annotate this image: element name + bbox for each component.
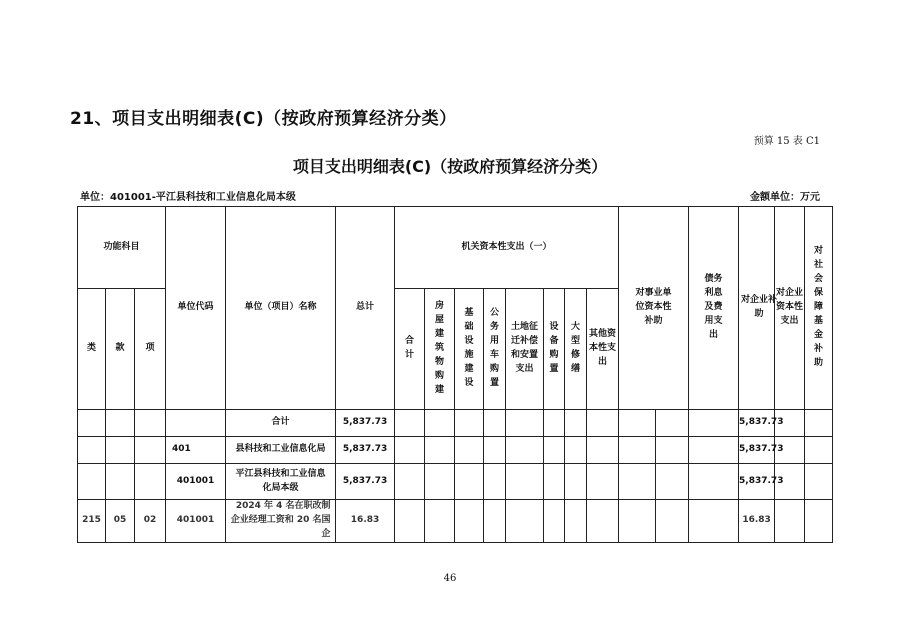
- header-vehicles: 公务用车购置: [484, 289, 506, 410]
- row-0-name: 合计: [226, 410, 336, 437]
- row-3-enterprise-subsidy: 16.83: [739, 500, 775, 543]
- row-2-xiang: [135, 464, 166, 500]
- row-0-lei: [78, 410, 106, 437]
- header-land: 土地征迁补偿和安置支出: [506, 289, 544, 410]
- header-kuan: 款: [106, 289, 135, 410]
- row-2-total: 5,837.73: [336, 464, 395, 500]
- header-other-capital: 其他资本性支出: [587, 289, 619, 410]
- header-enterprise-capital: 对企业资本性支出: [775, 207, 805, 410]
- row-1-total: 5,837.73: [336, 437, 395, 464]
- header-infrastructure: 基础设施建设: [455, 289, 484, 410]
- row-0-total: 5,837.73: [336, 410, 395, 437]
- expenditure-table: [77, 206, 833, 543]
- header-equipment: 设备购置: [544, 289, 565, 410]
- header-lei: 类: [78, 289, 106, 410]
- row-3-xiang: 02: [135, 500, 166, 543]
- table-title: 项目支出明细表(C)（按政府预算经济分类）: [292, 157, 608, 176]
- row-0-xiang: [135, 410, 166, 437]
- row-2-code: 401001: [166, 464, 226, 500]
- header-func-subject: 功能科目: [78, 207, 166, 289]
- header-debt-interest: 债务利息及费用支出: [689, 207, 739, 410]
- header-institution-subsidy: 对事业单位资本性补助: [619, 207, 689, 410]
- row-1-name: 县科技和工业信息化局: [226, 437, 336, 464]
- row-1-kuan: [106, 437, 135, 464]
- row-3-kuan: 05: [106, 500, 135, 543]
- row-0-enterprise-subsidy: 5,837.73: [739, 410, 775, 437]
- header-enterprise-subsidy: 对企业补助: [739, 207, 775, 410]
- header-capital-group: 机关资本性支出（一）: [395, 207, 619, 289]
- header-unit-name: 单位（项目）名称: [226, 207, 336, 410]
- row-1-lei: [78, 437, 106, 464]
- row-2-enterprise-subsidy: 5,837.73: [739, 464, 775, 500]
- row-2-lei: [78, 464, 106, 500]
- amount-unit-label: 金额单位：万元: [750, 192, 820, 203]
- row-2-name: 平江县科技和工业信息化局本级: [226, 464, 336, 500]
- page-number: 46: [443, 573, 457, 584]
- row-0-code: [166, 410, 226, 437]
- row-1-code: 401: [166, 437, 226, 464]
- header-subtotal: 合计: [395, 289, 425, 410]
- row-3-lei: 215: [78, 500, 106, 543]
- section-title: 21、项目支出明细表(C)（按政府预算经济分类）: [70, 109, 457, 129]
- unit-label: 单位：401001-平江县科技和工业信息化局本级: [80, 192, 296, 203]
- header-unit-code: 单位代码: [166, 207, 226, 410]
- row-0-kuan: [106, 410, 135, 437]
- row-2-kuan: [106, 464, 135, 500]
- header-xiang: 项: [135, 289, 166, 410]
- row-3-code: 401001: [166, 500, 226, 543]
- row-3-total: 16.83: [336, 500, 395, 543]
- row-3-name: 2024 年 4 名在职改制企业经理工资和 20 名国企: [226, 500, 336, 543]
- header-housing: 房屋建筑物购建: [425, 289, 455, 410]
- header-total: 总计: [336, 207, 395, 410]
- form-code: 预算 15 表 C1: [753, 136, 820, 147]
- row-1-enterprise-subsidy: 5,837.73: [739, 437, 775, 464]
- header-repair: 大型修缮: [565, 289, 587, 410]
- row-1-xiang: [135, 437, 166, 464]
- header-social-security: 对社会保障基金补助: [805, 207, 833, 410]
